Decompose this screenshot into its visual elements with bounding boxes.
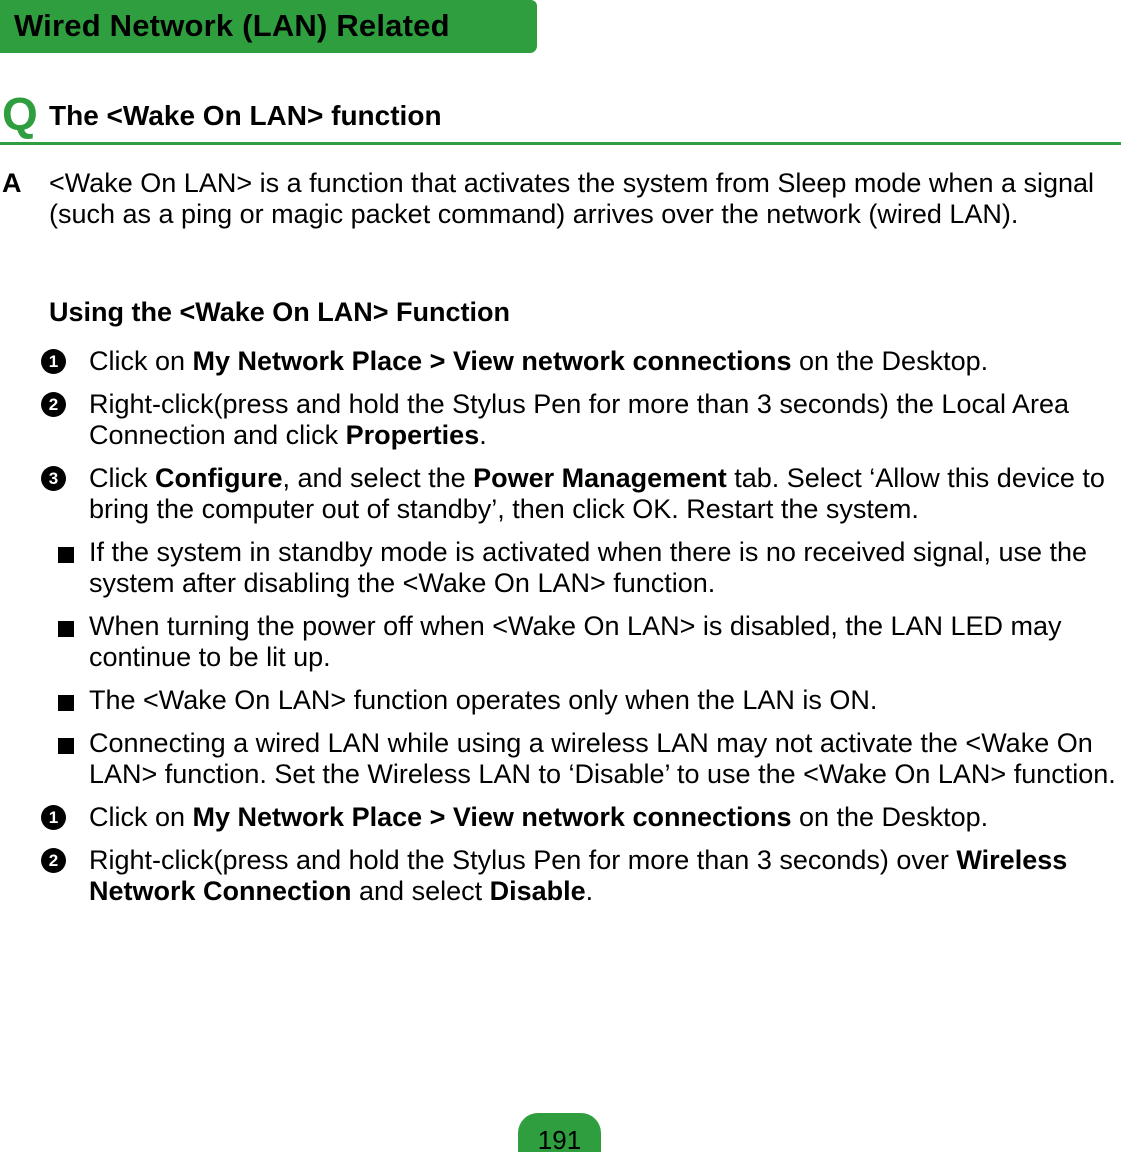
step-item: 2 Right-click(press and hold the Stylus Pen for more than 3 seconds) the Local Area Connection and click Properties. [0,389,1121,451]
note-item: If the system in standby mode is activated when there is no received signal, use the system after disabling the <Wake On LAN> function. [0,537,1121,599]
question-title: The <Wake On LAN> function [49,100,442,131]
note-item: When turning the power off when <Wake On LAN> is disabled, the LAN LED may continue to be lit up. [0,611,1121,673]
step-number-icon: 1 [40,348,67,375]
divider [0,142,1121,145]
section-title: Wired Network (LAN) Related [14,8,450,43]
page-number: 191 [537,1125,582,1155]
page-number-badge [518,1113,601,1155]
step-item: 2 Right-click(press and hold the Stylus Pen for more than 3 seconds) over Wireless Network Connection and select Disable. [0,845,1121,907]
step-item: 1 Click on My Network Place > View network connections on the Desktop. [0,802,1121,833]
subheading: Using the <Wake On LAN> Function [49,297,511,327]
instruction-list [0,346,1121,919]
step-item: 3 Click Configure, and select the Power Management tab. Select ‘Allow this device to bring the computer out of standby’, then click OK. Restart the system. [0,463,1121,525]
note-item: The <Wake On LAN> function operates only when the LAN is ON. [0,685,1121,716]
square-bullet-icon [40,687,67,714]
note-item: Connecting a wired LAN while using a wireless LAN may not activate the <Wake On LAN> function. Set the Wireless LAN to ‘Disable’ to use the <Wake On LAN> function. [0,728,1121,790]
step-number-icon: 3 [40,465,67,492]
answer-text: <Wake On LAN> is a function that activates the system from Sleep mode when a signal (such as a ping or magic packet command) arrives over the network (wired LAN). [49,168,1095,229]
step-number-icon: 1 [40,804,67,831]
square-bullet-icon [40,539,67,566]
section-tab [0,0,537,53]
square-bullet-icon [40,730,67,757]
square-bullet-icon [40,613,67,640]
step-number-icon: 2 [40,391,67,418]
answer-mark: A [2,168,22,198]
step-item: 1 Click on My Network Place > View network connections on the Desktop. [0,346,1121,377]
question-row [0,86,1121,142]
step-number-icon: 2 [40,847,67,874]
question-mark: Q [2,88,38,140]
